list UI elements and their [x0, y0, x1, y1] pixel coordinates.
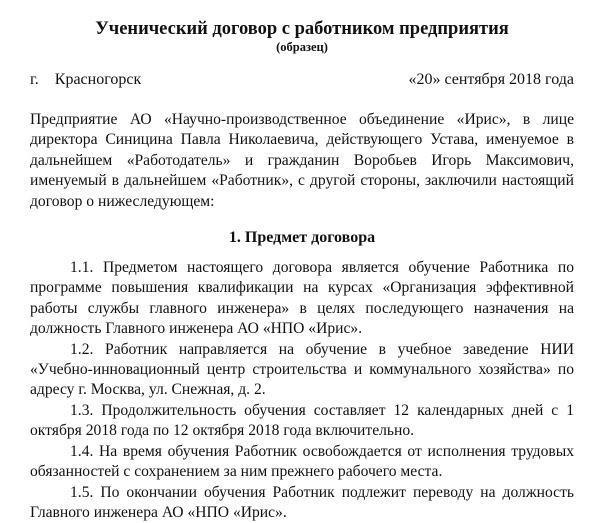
contract-date: «20» сентября 2018 года	[408, 70, 574, 90]
city	[30, 70, 141, 90]
section-heading: 1. Предмет договора	[30, 228, 574, 248]
clause-1-1: 1.1. Предметом настоящего договора является обучение Работника по программе повышения квалификации на курсах «Организация эффективной работы службы главного инженера» в целях последующего назначения на должность Главного инженера АО «НПО «Ирис».	[30, 258, 574, 340]
place-date-line	[30, 70, 574, 90]
city-prefix: г.	[30, 71, 39, 88]
clause-1-3: 1.3. Продолжительность обучения составляет 12 календарных дней с 1 октября 2018 года по 12 октября 2018 года включительно.	[30, 401, 574, 442]
clause-1-4: 1.4. На время обучения Работник освобождается от исполнения трудовых обязанностей с сохранением за ним прежнего рабочего места.	[30, 442, 574, 483]
document-title: Ученический договор с работником предприятия	[30, 18, 574, 40]
intro-paragraph: Предприятие АО «Научно-производственное объединение «Ирис», в лице директора Синицина Павла Николаевича, действующего Устава, именуемое в дальнейшем «Работодатель» и гражданин Воробьев Игорь Максимович, именуемый в дальнейшем «Работник», с другой стороны, заключили настоящий договор о нижеследующем:	[30, 110, 574, 212]
city-name: Красногорск	[55, 71, 141, 88]
document-subtitle: (образец)	[30, 40, 574, 54]
clause-1-5: 1.5. По окончании обучения Работник подлежит переводу на должность Главного инженера АО «НПО «Ирис».	[30, 483, 574, 523]
clause-1-2: 1.2. Работник направляется на обучение в учебное заведение НИИ «Учебно-инновационный центр строительства и коммунального хозяйства» по адресу г. Москва, ул. Снежная, д. 2.	[30, 340, 574, 401]
